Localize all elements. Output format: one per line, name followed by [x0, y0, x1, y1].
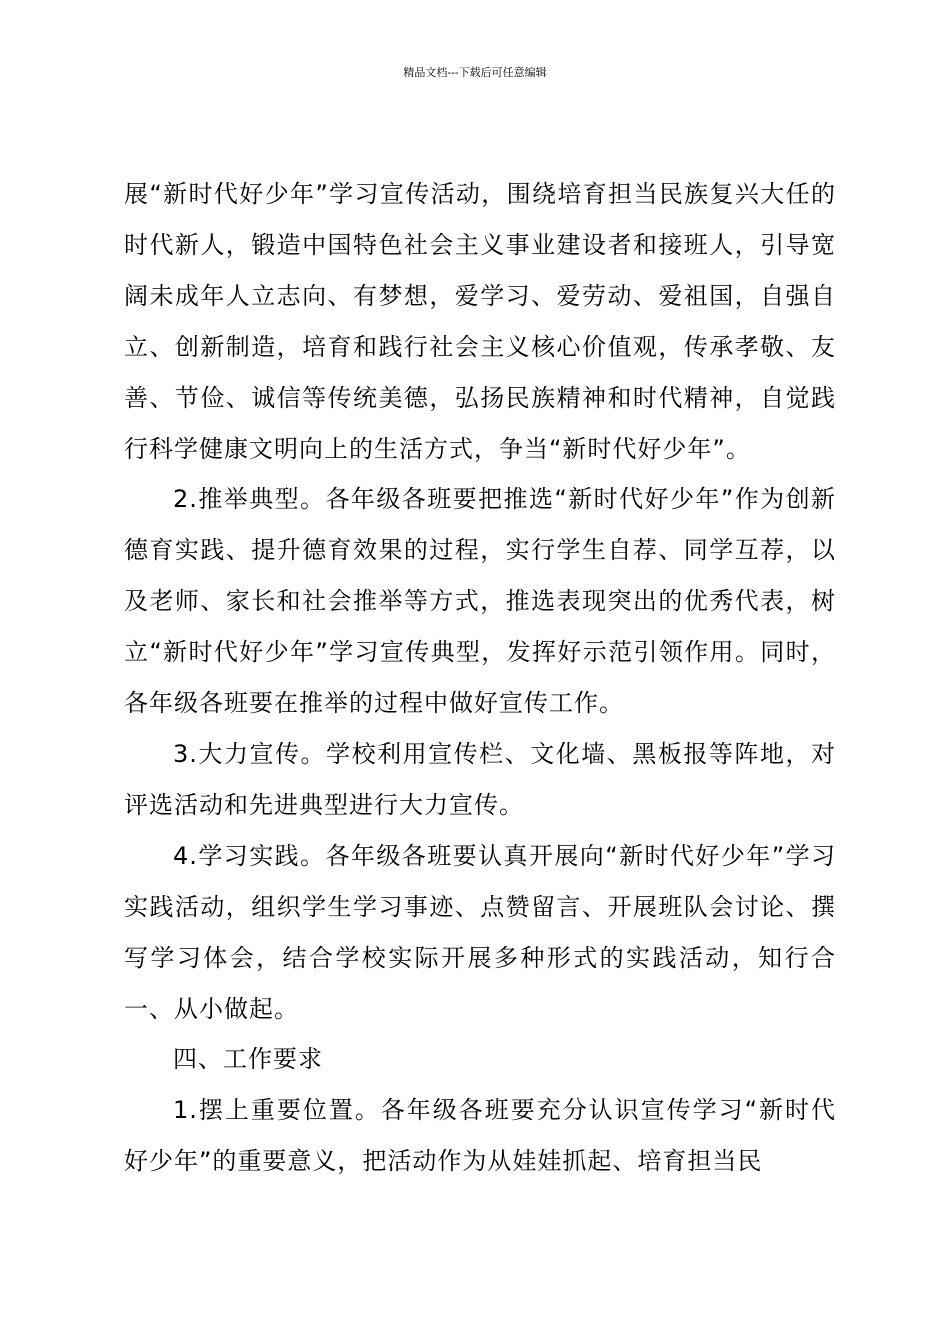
paragraph-publicity: 3.大力宣传。学校利用宣传栏、文化墙、黑板报等阵地，对评选活动和先进典型进行大力宣传。 — [124, 739, 836, 819]
paragraph-recommend-models: 2.推举典型。各年级各班要把推选“新时代好少年”作为创新德育实践、提升德育效果的过程，实行学生自荐、同学互荐，以及老师、家长和社会推举等方式，推选表现突出的优秀代表，树立“新时代好少年”学习宣传典型，发挥好示范引领作用。同时，各年级各班要在推举的过程中做好宣传工作。 — [124, 485, 836, 718]
paragraph-priority: 1.摆上重要位置。各年级各班要充分认识宣传学习“新时代好少年”的重要意义，把活动作为从娃娃抓起、培育担当民 — [124, 1096, 836, 1176]
document-body — [124, 169, 836, 1187]
paragraph-learning-practice: 4.学习实践。各年级各班要认真开展向“新时代好少年”学习实践活动，组织学生学习事迹、点赞留言、开展班队会讨论、撰写学习体会，结合学校实际开展多种形式的实践活动，知行合一、从小做起。 — [124, 841, 836, 1023]
paragraph-continued: 展“新时代好少年”学习宣传活动，围绕培育担当民族复兴大任的时代新人，锻造中国特色社会主义事业建设者和接班人，引导宽阔未成年人立志向、有梦想，爱学习、爱劳动、爱祖国，自强自立、创新制造，培育和践行社会主义核心价值观，传承孝敬、友善、节俭、诚信等传统美德，弘扬民族精神和时代精神，自觉践行科学健康文明向上的生活方式，争当“新时代好少年”。 — [124, 180, 836, 463]
section-heading-work-requirements: 四、工作要求 — [173, 1045, 323, 1074]
page-header: 精品文档---下载后可任意编辑 — [403, 66, 547, 79]
